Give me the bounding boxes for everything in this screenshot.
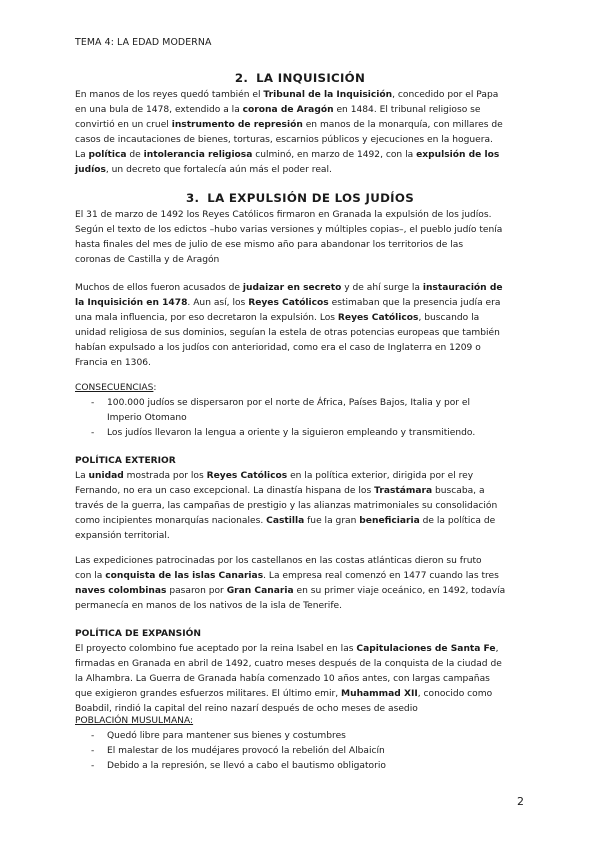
- text-run: habían expulsado a los judíos con anterioridad, como era el caso de Inglaterra en 1209 o: [75, 343, 481, 353]
- text-run: de la política de: [419, 516, 496, 526]
- text-line: [75, 253, 527, 268]
- bold-term: judíos: [75, 165, 106, 175]
- section-2-title: LA INQUISICIÓN: [256, 71, 366, 85]
- section-2-heading: [0, 71, 600, 85]
- text-run: Fernando, no era un caso excepcional. La dinastía hispana de los: [75, 486, 375, 496]
- text-run: expansión territorial.: [75, 531, 170, 541]
- text-run: La: [75, 150, 89, 160]
- text-run: . La empresa real comenzó en 1477 cuando las tres: [263, 571, 499, 581]
- bold-term: Tribunal de la Inquisición: [263, 90, 393, 100]
- text-run: hasta finales del mes de julio de ese mismo año para abandonar los territorios de las: [75, 240, 464, 250]
- politica-expansion-heading: [75, 627, 527, 642]
- text-run: El proyecto colombino fue aceptado por la reina Isabel en las: [75, 644, 357, 654]
- bold-term: intolerancia religiosa: [143, 150, 253, 160]
- list-item: [75, 759, 527, 774]
- text-run: que exigieron grandes esfuerzos militares. El último emir,: [75, 689, 342, 699]
- text-run: en manos de la monarquía, con millares de: [302, 120, 503, 130]
- text-run: El 31 de marzo de 1492 los Reyes Católicos firmaron en Granada la expulsión de los judíos.: [75, 210, 492, 220]
- politica-exterior-paragraph-1: [75, 469, 527, 544]
- text-line: [75, 118, 527, 133]
- text-run: estimaban que la presencia judía era: [328, 298, 501, 308]
- poblacion-musulmana-label: POBLACIÓN MUSULMANA:: [75, 716, 194, 726]
- text-run: la Alhambra. La Guerra de Granada había comenzado 10 años antes, con largas campañas: [75, 674, 490, 684]
- text-line: [75, 208, 527, 223]
- text-run: La: [75, 471, 89, 481]
- politica-exterior-paragraph-2: [75, 554, 527, 614]
- bold-term: expulsión de los: [416, 150, 500, 160]
- text-run: , conocido como: [417, 689, 493, 699]
- text-run: Francia en 1306.: [75, 358, 151, 368]
- bold-term: instrumento de represión: [171, 120, 303, 130]
- text-line: [75, 341, 527, 356]
- text-run: Boabdil, rindió la capital del reino nazarí después de ocho meses de asedio: [75, 704, 418, 714]
- text-run: como incipientes monarquías nacionales.: [75, 516, 267, 526]
- text-run: buscaba, a: [432, 486, 485, 496]
- bold-term: naves colombinas: [75, 586, 167, 596]
- text-line: [75, 281, 527, 296]
- section-3-title: LA EXPULSIÓN DE LOS JUDÍOS: [207, 191, 414, 205]
- poblacion-list: [75, 729, 527, 774]
- text-run: en la política exterior, dirigida por el rey: [287, 471, 474, 481]
- politica-expansion-title: POLÍTICA DE EXPANSIÓN: [75, 629, 201, 639]
- list-item-text: Quedó libre para mantener sus bienes y costumbres: [107, 731, 346, 741]
- text-run: casos de incautaciones de bienes, torturas, escarnios públicos y ejecuciones en la hoguera.: [75, 135, 493, 145]
- text-run: Según el texto de los edictos –hubo varias versiones y múltiples copias–, el pueblo judío tenía: [75, 225, 503, 235]
- bold-term: Reyes Católicos: [206, 471, 288, 481]
- consecuencias-block: [75, 381, 527, 441]
- text-line: [75, 672, 527, 687]
- text-run: en su primer viaje oceánico, en 1492, todavía: [293, 586, 506, 596]
- text-line: [75, 484, 527, 499]
- text-run: mostrada por los: [123, 471, 207, 481]
- bold-term: Muhammad XII: [341, 689, 418, 699]
- list-item: [75, 744, 527, 759]
- poblacion-musulmana-block: [75, 714, 527, 774]
- bold-term: política: [88, 150, 127, 160]
- text-run: . Aun así, los: [187, 298, 249, 308]
- bold-term: corona de Aragón: [242, 105, 334, 115]
- list-item-text: Imperio Otomano: [107, 413, 187, 423]
- text-line: [75, 469, 527, 484]
- consecuencias-colon: :: [153, 383, 157, 393]
- section-3-paragraph-2: [75, 281, 527, 371]
- bold-term: Reyes Católicos: [337, 313, 419, 323]
- politica-exterior-title: POLÍTICA EXTERIOR: [75, 456, 176, 466]
- text-run: fue la gran: [304, 516, 360, 526]
- list-item: [75, 426, 527, 441]
- text-line: [75, 499, 527, 514]
- text-line: [75, 569, 527, 584]
- text-run: Las expediciones patrocinadas por los castellanos en las costas atlánticas dieron su fruto: [75, 556, 482, 566]
- text-run: través de la guerra, las campañas de prestigio y las alianzas matrimoniales su consolidación: [75, 501, 498, 511]
- text-line: [75, 529, 527, 544]
- page-header: TEMA 4: LA EDAD MODERNA: [75, 37, 212, 48]
- text-line: [75, 584, 527, 599]
- bold-term: Gran Canaria: [226, 586, 294, 596]
- text-line: [75, 296, 527, 311]
- text-line: [75, 223, 527, 238]
- list-item: [75, 729, 527, 744]
- bold-term: beneficiaria: [359, 516, 420, 526]
- text-run: permanecía en manos de los nativos de la isla de Tenerife.: [75, 601, 343, 611]
- text-run: una mala influencia, por eso decretaron la expulsión. Los: [75, 313, 338, 323]
- text-run: Muchos de ellos fueron acusados de: [75, 283, 243, 293]
- section-3-heading: [0, 191, 600, 205]
- text-run: coronas de Castilla y de Aragón: [75, 255, 220, 265]
- text-run: en una bula de 1478, extendido a la: [75, 105, 243, 115]
- text-line: [75, 148, 527, 163]
- text-line: [75, 133, 527, 148]
- section-2-number: 2.: [234, 71, 249, 85]
- list-item: [75, 396, 527, 411]
- text-run: culminó, en marzo de 1492, con la: [252, 150, 417, 160]
- consecuencias-label: CONSECUENCIAS: [75, 383, 154, 393]
- bold-term: instauración de: [422, 283, 503, 293]
- section-3-paragraph-1: [75, 208, 527, 268]
- text-line: [75, 356, 527, 371]
- bold-term: Capitulaciones de Santa Fe: [356, 644, 496, 654]
- text-run: En manos de los reyes quedó también el: [75, 90, 264, 100]
- text-line: [75, 88, 527, 103]
- text-run: firmadas en Granada en abril de 1492, cuatro meses después de la conquista de la ciudad de: [75, 659, 502, 669]
- text-run: con la: [75, 571, 106, 581]
- text-line: [75, 514, 527, 529]
- page-number: 2: [517, 795, 524, 808]
- list-item-text: 100.000 judíos se dispersaron por el norte de África, Países Bajos, Italia y por el: [107, 398, 471, 408]
- text-line: [75, 326, 527, 341]
- text-run: pasaron por: [166, 586, 227, 596]
- text-run: de: [126, 150, 144, 160]
- text-run: , un decreto que fortalecía aún más el poder real.: [105, 165, 332, 175]
- list-item-text: El malestar de los mudéjares provocó la rebelión del Albaicín: [107, 746, 385, 756]
- text-run: y de ahí surge la: [341, 283, 423, 293]
- text-line: [75, 238, 527, 253]
- text-run: convirtió en un cruel: [75, 120, 172, 130]
- bold-term: la Inquisición en 1478: [75, 298, 188, 308]
- bold-term: Reyes Católicos: [248, 298, 329, 308]
- bold-term: judaizar en secreto: [242, 283, 342, 293]
- text-run: en 1484. El tribunal religioso se: [333, 105, 481, 115]
- section-3-number: 3.: [185, 191, 200, 205]
- text-line: [75, 163, 527, 178]
- text-line: [75, 554, 527, 569]
- text-run: ,: [495, 644, 499, 654]
- text-line: [75, 103, 527, 118]
- bold-term: unidad: [88, 471, 124, 481]
- text-run: unidad religiosa de sus dominios, seguían la estela de otras potencias europeas que también: [75, 328, 500, 338]
- politica-expansion-paragraph: [75, 642, 527, 717]
- text-run: , buscando la: [418, 313, 480, 323]
- text-run: , concedido por el Papa: [392, 90, 499, 100]
- text-line: [75, 599, 527, 614]
- text-line: [75, 311, 527, 326]
- text-line: [75, 657, 527, 672]
- consecuencias-list: [75, 396, 527, 441]
- text-line: [75, 687, 527, 702]
- bold-term: Trastámara: [374, 486, 433, 496]
- list-item-continuation: [75, 411, 527, 426]
- politica-exterior-heading: [75, 454, 527, 469]
- text-line: [75, 642, 527, 657]
- list-item-text: Debido a la represión, se llevó a cabo el bautismo obligatorio: [107, 761, 386, 771]
- bold-term: Castilla: [266, 516, 305, 526]
- list-item-text: Los judíos llevaron la lengua a oriente y la siguieron empleando y transmitiendo.: [107, 428, 476, 438]
- section-2-paragraph: [75, 88, 527, 178]
- bold-term: conquista de las islas Canarias: [105, 571, 264, 581]
